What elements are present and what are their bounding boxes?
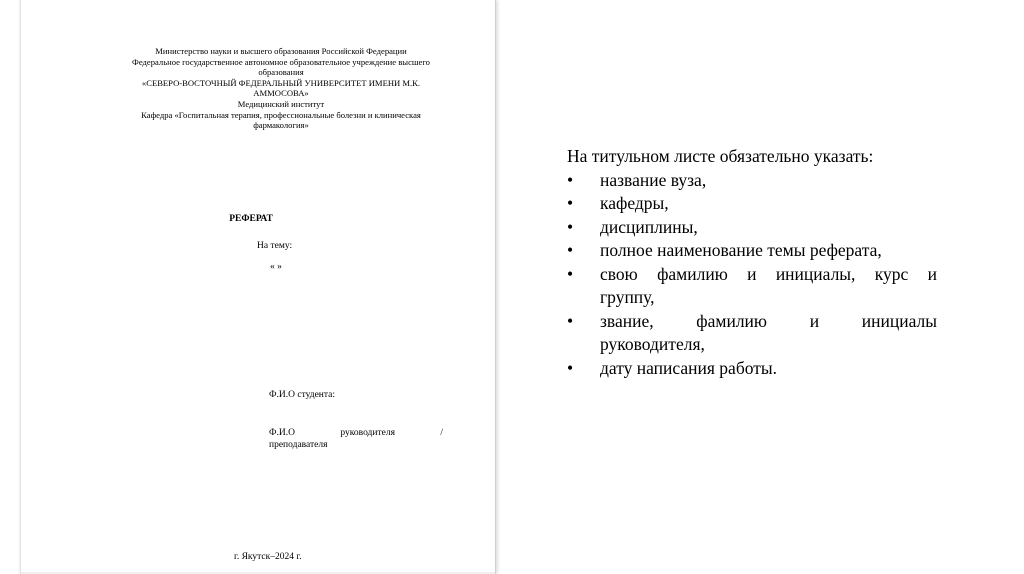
requirement-text: кафедры, [600, 193, 669, 213]
requirement-text-cont: группу, [600, 287, 655, 307]
header-line-institute: Медицинский институт [237, 98, 325, 109]
requirement-item [567, 216, 937, 240]
bullet-icon: • [567, 240, 574, 260]
requirement-item [567, 192, 937, 216]
requirement-item [567, 263, 937, 310]
topic-label: На тему: [257, 241, 293, 251]
city-year: г. Якутск–2024 г. [234, 552, 302, 562]
institution-header [116, 46, 446, 131]
requirement-text: дату написания работы. [600, 357, 778, 378]
bullet-icon: • [567, 193, 574, 213]
header-line-university-cont: АММОСОВА» [253, 88, 309, 99]
bullet-icon: • [567, 263, 574, 284]
document-page-preview [20, 0, 496, 574]
supervisor-label-row [269, 427, 443, 439]
requirements-title: На титульном листе обязательно указать: [567, 146, 874, 166]
topic-quotes: « » [270, 262, 282, 272]
header-line-department-cont: фармакология» [253, 120, 309, 131]
header-line-institution-type: Федеральное государственное автономное образовательное учреждение высшего [132, 56, 430, 67]
requirement-text: полное наименование темы реферата, [600, 240, 882, 260]
bullet-icon: • [567, 216, 574, 237]
supervisor-part-role: руководителя [340, 428, 395, 438]
requirement-text: дисциплины, [600, 216, 698, 237]
requirement-text-cont: руководителя, [600, 334, 705, 354]
header-line-university: «СЕВЕРО-ВОСТОЧНЫЙ ФЕДЕРАЛЬНЫЙ УНИВЕРСИТЕТ ИМЕНИ М.К. [141, 77, 421, 88]
supervisor-label-line2: преподавателя [269, 440, 328, 450]
requirements-list [567, 169, 937, 381]
requirement-text: звание, фамилию и инициалы [600, 310, 937, 331]
bullet-icon: • [567, 310, 574, 331]
header-line-department: Кафедра «Госпитальная терапия, профессиональные болезни и клиническая [141, 109, 421, 120]
requirement-text: название вуза, [600, 169, 707, 190]
requirement-text: свою фамилию и инициалы, курс и [600, 263, 937, 284]
abstract-title: РЕФЕРАТ [229, 214, 273, 224]
bullet-icon: • [567, 169, 574, 190]
requirement-item [567, 169, 937, 193]
requirements-block [567, 145, 937, 380]
requirement-item [567, 310, 937, 357]
student-name-label: Ф.И.О студента: [269, 390, 336, 400]
requirement-item [567, 357, 937, 381]
header-line-education: образования [258, 67, 304, 78]
supervisor-label [269, 427, 443, 451]
requirement-item [567, 239, 937, 263]
supervisor-part-fio: Ф.И.О [269, 428, 295, 438]
bullet-icon: • [567, 357, 574, 378]
header-line-ministry: Министерство науки и высшего образования Российской Федерации [155, 46, 407, 56]
supervisor-part-slash: / [440, 428, 443, 438]
